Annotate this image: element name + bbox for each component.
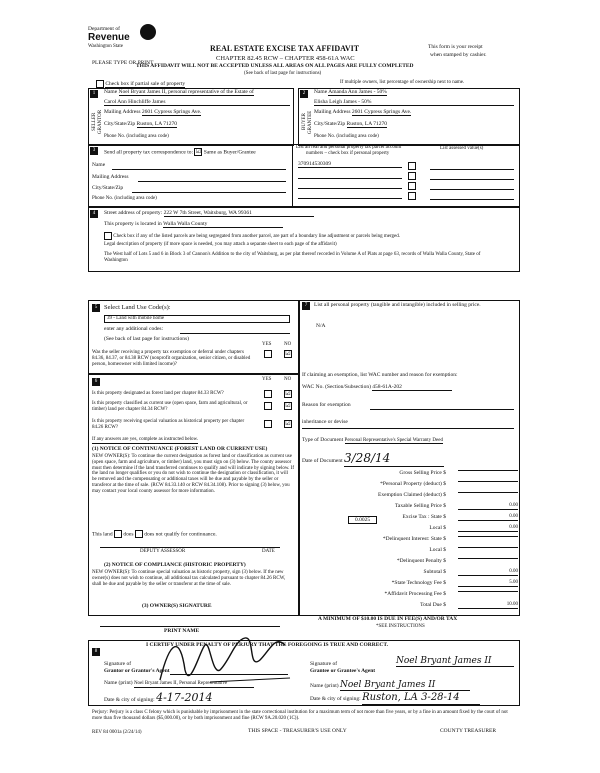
section6-no-header: NO xyxy=(284,377,292,382)
seller-name-row xyxy=(104,89,290,95)
historic-notice-body: NEW OWNER(S): To continue special valuation as historic property, sign (3) below. If the new owner(s) does not wish to continue, all additional tax calculated pursuant to chapter 84.26 RCW, shall be due and payable by the seller or transferor at the time of sale. xyxy=(92,570,286,587)
exempt-no-checkbox[interactable]: ☑ xyxy=(285,351,291,357)
parcel-checkbox-4[interactable] xyxy=(408,192,416,200)
this-land-row xyxy=(92,530,217,538)
owner-signature-label: (3) OWNER(S) SIGNATURE xyxy=(142,603,212,609)
doc-type-row xyxy=(302,437,443,444)
seller-phone-label: Phone No. (including area code) xyxy=(104,134,169,139)
seller-city-value[interactable]: Ruston, LA 71270 xyxy=(136,121,178,127)
doc-date-row xyxy=(302,452,444,467)
fee-label: Taxable Selling Price $ xyxy=(394,503,446,509)
parcel-checkbox-2[interactable] xyxy=(408,172,416,180)
fee-row xyxy=(300,503,518,512)
seller-mailing-value[interactable]: 2601 Cypress Springs Ave. xyxy=(141,109,202,115)
buyer-name-label: Name xyxy=(314,89,328,95)
fee-value[interactable] xyxy=(458,591,518,592)
deputy-line[interactable] xyxy=(100,547,280,548)
located-value[interactable]: Walla Walla County xyxy=(163,221,283,228)
grantee-name-label: Name (print) xyxy=(310,683,339,689)
assessed-line-4[interactable] xyxy=(430,199,514,200)
doc-date-value[interactable]: 3/28/14 xyxy=(344,452,444,467)
historic-notice-title: (2) NOTICE OF COMPLIANCE (HISTORIC PROPERTY) xyxy=(104,562,246,568)
form-number: REV 84 0001a (2/24/14) xyxy=(92,730,142,735)
seller-side-label: SELLER GRANTOR xyxy=(92,109,103,135)
section-4-number: 4 xyxy=(90,210,98,218)
fee-row xyxy=(300,547,518,556)
personal-property-value[interactable]: N/A xyxy=(316,323,326,329)
corr-phone-label: Phone No. (including area code) xyxy=(92,196,157,201)
print-name-label: PRINT NAME xyxy=(164,628,200,634)
seller-name-value[interactable]: Noel Bryant James II, personal representative of the Estate of xyxy=(118,89,254,95)
buyer-side-label: BUYER GRANTEE xyxy=(302,110,313,134)
exempt-question: Was the seller receiving a property tax exemption or deferral under chapters 84.36, 84.37, or 84.38 RCW (nonprofit organization, senior citizen, or disabled person, homeowner with limited income)? xyxy=(92,350,251,367)
current-use-yes-checkbox[interactable] xyxy=(264,402,272,410)
minimum-note: A MINIMUM OF $10.00 IS DUE IN FEE(S) AND/OR TAX xyxy=(318,616,458,622)
fee-value[interactable]: 5.00 xyxy=(458,580,518,587)
section-7-number: 7 xyxy=(302,302,310,310)
any-yes-note: If any answers are yes, complete as instructed below. xyxy=(92,437,199,442)
corr-mailing-line[interactable] xyxy=(138,181,286,182)
fee-row xyxy=(300,602,518,611)
buyer-name-row xyxy=(314,89,514,95)
section-3-number: 3 xyxy=(90,147,98,155)
historic-yes-checkbox[interactable] xyxy=(264,420,272,428)
additional-codes-label: enter any additional codes: xyxy=(104,326,164,332)
doc-date-label: Date of Document xyxy=(302,458,343,464)
logo-line-2: Revenue xyxy=(88,32,130,43)
grantee-date-value[interactable]: Ruston, LA 3-28-14 xyxy=(362,692,480,705)
does-not-checkbox[interactable] xyxy=(135,530,143,538)
continuance-body: NEW OWNER(S): To continue the current designation as forest land or classification as current use (open space, farm and agriculture, or timber) land, you must sign on (3) below. The county assessor must then determine if the land transferred continues to qualify and will indicate by signing below. If the land no longer qualifies or you do not wish to continue the designation or classification, it will be removed and the compensating or additional taxes will be due and payable by the seller or transferor at the time of sale. (RCW 84.33.140 or RCW 84.34.108). Prior to signing (3) below, you may contact your local county assessor for more information. xyxy=(92,454,294,494)
historic-question: Is this property receiving special valuation as historical property per chapter 84.26 RCW? xyxy=(92,419,245,430)
does-not-label: does not xyxy=(144,531,163,538)
segregated-row xyxy=(104,232,514,240)
fee-label: Local $ xyxy=(429,525,446,531)
fee-value[interactable] xyxy=(458,536,518,537)
parcel-list-header-1: List all real and personal property tax parcel account xyxy=(296,145,402,150)
fee-label: *Delinquent Interest: State $ xyxy=(382,536,446,542)
assessed-line-1[interactable] xyxy=(430,169,514,170)
deputy-assessor-label: DEPUTY ASSESSOR xyxy=(140,549,186,554)
fee-value[interactable] xyxy=(458,492,518,493)
fee-label: *Affidavit Processing Fee $ xyxy=(384,591,446,597)
land-use-value[interactable]: 39 - Land with mobile home xyxy=(104,315,290,323)
corr-city-label: City/State/Zip xyxy=(92,185,124,191)
buyer-mailing-label: Mailing Address xyxy=(314,109,351,115)
reason-value[interactable]: inheritance or devise xyxy=(302,419,348,425)
see-instructions: *SEE INSTRUCTIONS xyxy=(376,624,425,629)
forest-no-checkbox[interactable]: ☑ xyxy=(285,391,291,397)
forest-question: Is this property designated as forest land per chapter 84.33 RCW? xyxy=(92,391,224,396)
fee-label: Excise Tax : State $ xyxy=(402,514,446,520)
buyer-name-value[interactable]: Amanda Ann James - 50% xyxy=(328,89,387,95)
parcel-checkbox-1[interactable] xyxy=(408,162,416,170)
print-name-line[interactable] xyxy=(100,626,280,627)
grantee-sig-label-1: Signature of xyxy=(310,661,338,667)
grantor-sig-label-2: Grantor or Grantor's Agent xyxy=(104,668,170,674)
section6-yes-header: YES xyxy=(262,377,272,382)
seller-name-cont[interactable]: Carol Ann Hinchliffe James xyxy=(104,99,290,106)
fee-row xyxy=(300,569,518,578)
forest-yes-checkbox[interactable] xyxy=(264,390,272,398)
street-row xyxy=(104,210,314,217)
section5-yes-header: YES xyxy=(262,342,272,347)
assessed-line-2[interactable] xyxy=(430,179,514,180)
fee-row xyxy=(300,481,518,490)
fee-label: Local $ xyxy=(429,547,446,553)
certify-statement: I CERTIFY UNDER PENALTY OF PERJURY THAT THE FOREGOING IS TRUE AND CORRECT. xyxy=(146,642,389,648)
grantee-date-row xyxy=(310,692,480,705)
grantee-name-value[interactable]: Noel Bryant James II xyxy=(340,680,470,691)
fee-value[interactable]: 0.00 xyxy=(458,514,518,521)
buyer-mailing-value[interactable]: 2601 Cypress Springs Ave. xyxy=(351,109,412,115)
located-label: This property is located in xyxy=(104,221,162,227)
buyer-city-row xyxy=(314,121,514,127)
this-land-label: This land xyxy=(92,531,113,538)
grantor-name-row xyxy=(104,680,254,688)
parcel-line-4[interactable] xyxy=(298,198,402,199)
treasurer-space-label: THIS SPACE - TREASURER'S USE ONLY xyxy=(248,728,347,734)
perjury-statement: Perjury: Perjury is a class C felony which is punishable by imprisonment in the state correctional institution for a maximum term of not more than five years, or by a fine in an amount fixed by the court of not more than five thousand dollars ($5,000.00), or by both imprisonment and fine (RCW 9A.20.020 (1C)). xyxy=(92,710,508,721)
send-correspondence-label: Send all property tax correspondence to: xyxy=(104,149,194,156)
segregated-label: Check box if any of the listed parcels are being segregated from another parcel, are part of a boundary line adjustment or parcels being merged. xyxy=(113,234,400,240)
exemption-claim-label: If claiming an exemption, list WAC number and reason for exemption: xyxy=(302,372,458,378)
partial-sale-row xyxy=(96,80,185,88)
seller-mailing-label: Mailing Address xyxy=(104,109,141,115)
same-as-buyer-checkbox[interactable]: ☑ xyxy=(195,149,202,155)
wac-row xyxy=(302,384,452,391)
current-use-question: Is this property classified as current use (open space, farm and agricultural, or timber) land per chapter 84.34 RCW? xyxy=(92,401,248,412)
form-title: REAL ESTATE EXCISE TAX AFFIDAVIT xyxy=(210,44,360,53)
legal-label: Legal description of property (if more space is needed, you may attach a separate sheet to each page of the affidavit) xyxy=(104,242,337,247)
exempt-yes-checkbox[interactable] xyxy=(264,350,272,358)
receipt-note-1: This form is your receipt xyxy=(428,44,483,50)
type-print-note: PLEASE TYPE OR PRINT xyxy=(92,60,154,66)
reason-line[interactable] xyxy=(370,409,514,410)
parcel-line-3[interactable] xyxy=(298,188,402,189)
county-treasurer-label: COUNTY TREASURER xyxy=(440,728,497,734)
land-use-label: Select Land Use Code(s): xyxy=(104,304,171,311)
fee-value[interactable]: 10.00 xyxy=(458,602,518,609)
grantor-date-value[interactable]: 4-17-2014 xyxy=(156,692,256,706)
logo-mark-icon xyxy=(140,24,156,40)
current-use-no-checkbox[interactable]: ☑ xyxy=(285,403,291,409)
fee-row xyxy=(300,492,518,501)
buyer-city-label: City/State/Zip xyxy=(314,121,346,127)
receipt-note-2: when stamped by cashier. xyxy=(430,52,487,58)
located-row xyxy=(104,221,283,228)
grantee-name-row xyxy=(310,680,470,691)
logo-line-1: Department of xyxy=(88,26,120,32)
logo-line-3: Washington State xyxy=(88,44,124,49)
see-back-note: (See back of last page for instructions) xyxy=(244,71,322,76)
fee-label: *State Technology Fee $ xyxy=(391,580,446,586)
grantor-date-label: Date & city of signing: xyxy=(104,697,155,703)
does-label: does xyxy=(123,531,134,538)
rate-box: 0.0025 xyxy=(348,516,377,524)
additional-codes-line[interactable] xyxy=(180,333,290,334)
fee-value[interactable]: 0.00 xyxy=(458,569,518,576)
street-value[interactable]: 222 W 7th Street, Waitsburg, WA 99361 xyxy=(164,210,314,217)
section-5-number: 5 xyxy=(92,304,100,312)
reason-label: Reason for exemption xyxy=(302,402,351,408)
fee-value[interactable] xyxy=(458,558,518,559)
fee-row xyxy=(300,525,518,534)
fee-row xyxy=(300,536,518,545)
fee-row xyxy=(300,558,518,567)
send-correspondence-row xyxy=(104,148,256,156)
corr-city-line[interactable] xyxy=(132,192,286,193)
grantor-date-row xyxy=(104,692,256,706)
dor-logo xyxy=(88,24,158,56)
fee-label: Exemption Claimed (deduct) $ xyxy=(378,492,446,498)
fee-row xyxy=(300,580,518,589)
deputy-date-label: DATE xyxy=(262,549,275,554)
personal-property-label: List all personal property (tangible and intangible) included in selling price. xyxy=(314,302,481,308)
doc-type-value[interactable]: Personal Representative's Special Warranty Deed xyxy=(344,438,443,443)
reason-line-2[interactable] xyxy=(302,428,514,429)
grantee-sig-label-2: Grantee or Grantee's Agent xyxy=(310,668,376,674)
fee-row xyxy=(300,470,518,479)
fee-label: Total Due $ xyxy=(420,602,446,608)
multiple-owners-note: If multiple owners, list percentage of ownership next to name. xyxy=(340,80,465,85)
grantor-sig-label-1: Signature of xyxy=(104,661,132,667)
fee-value[interactable] xyxy=(458,481,518,482)
seller-name-label: Name xyxy=(104,89,118,95)
parcel-line-2[interactable] xyxy=(298,178,402,179)
grantor-name-label: Name (print) xyxy=(104,680,133,686)
buyer-city-value[interactable]: Ruston, LA 71270 xyxy=(346,121,388,127)
section-8-number: 8 xyxy=(92,648,100,656)
section-2-number: 2 xyxy=(300,90,308,98)
fee-label: Gross Selling Price $ xyxy=(399,470,446,476)
fee-label: Subtotal $ xyxy=(423,569,446,575)
assessed-line-3[interactable] xyxy=(430,189,514,190)
section-1-number: 1 xyxy=(90,90,98,98)
seller-mailing-row xyxy=(104,109,290,115)
fee-row xyxy=(300,591,518,600)
grantor-name-value[interactable]: Noel Bryant James II, Personal Representative xyxy=(134,681,254,688)
seller-city-label: City/State/Zip xyxy=(104,121,136,127)
buyer-name-cont[interactable]: Elisha Leigh James - 50% xyxy=(314,99,514,106)
parcel-list-header-2: numbers – check box if personal property xyxy=(306,151,390,156)
buyer-mailing-row xyxy=(314,109,514,115)
fee-label: *Personal Property (deduct) $ xyxy=(380,481,446,487)
fee-value[interactable] xyxy=(458,547,518,548)
corr-name-line[interactable] xyxy=(112,169,286,170)
section-6-number: 6 xyxy=(92,378,100,386)
fee-value[interactable]: 0.00 xyxy=(458,503,518,510)
form-warning: THIS AFFIDAVIT WILL NOT BE ACCEPTED UNLESS ALL AREAS ON ALL PAGES ARE FULLY COMPLETED xyxy=(136,63,414,69)
seller-city-row xyxy=(104,121,290,127)
partial-sale-label: Check box if partial sale of property xyxy=(105,81,186,88)
section5-see-back: (See back of last page for instructions) xyxy=(104,336,189,342)
fee-value[interactable] xyxy=(458,470,518,471)
parcel-checkbox-3[interactable] xyxy=(408,182,416,190)
same-as-buyer-label: Same as Buyer/Grantee xyxy=(203,149,256,156)
assessed-value-header: List assessed value(s) xyxy=(440,146,484,151)
grantee-date-label: Date & city of signing: xyxy=(310,696,361,702)
correspondence-divider xyxy=(292,144,293,206)
parcel-number-1[interactable]: 370914530309 xyxy=(298,161,402,168)
wac-label: WAC No. (Section/Subsection) xyxy=(302,384,371,390)
wac-value[interactable]: 458-61A-202 xyxy=(372,384,452,391)
corr-mailing-label: Mailing Address xyxy=(92,174,129,180)
fee-label: *Delinquent Penalty $ xyxy=(396,558,446,564)
buyer-phone-label: Phone No. (including area code) xyxy=(314,134,379,139)
section5-no-header: NO xyxy=(284,342,292,347)
grantee-signature[interactable]: Noel Bryant James II xyxy=(396,656,514,667)
street-label: Street address of property: xyxy=(104,210,163,216)
doc-type-label: Type of Document xyxy=(302,437,344,443)
qualify-label: qualify for continuance. xyxy=(164,531,217,538)
does-checkbox[interactable] xyxy=(114,530,122,538)
fee-row xyxy=(300,514,518,523)
segregated-checkbox[interactable] xyxy=(104,232,112,240)
fee-value[interactable]: 0.00 xyxy=(458,525,518,532)
partial-sale-checkbox[interactable] xyxy=(96,80,104,88)
form-chapter: CHAPTER 82.45 RCW – CHAPTER 458-61A WAC xyxy=(216,55,355,62)
continuance-title: (1) NOTICE OF CONTINUANCE (FOREST LAND OR CURRENT USE) xyxy=(92,446,268,452)
historic-no-checkbox[interactable]: ☑ xyxy=(285,421,291,427)
legal-value[interactable]: The West half of Lots 5 and 6 in Block 3 of Cannon's Addition to the city of Waitsburg, as per plat thereof recorded in Volume A of Plats at page 63, records of Walla Walla County, State of Washington xyxy=(104,252,481,263)
corr-name-label: Name xyxy=(92,162,106,168)
